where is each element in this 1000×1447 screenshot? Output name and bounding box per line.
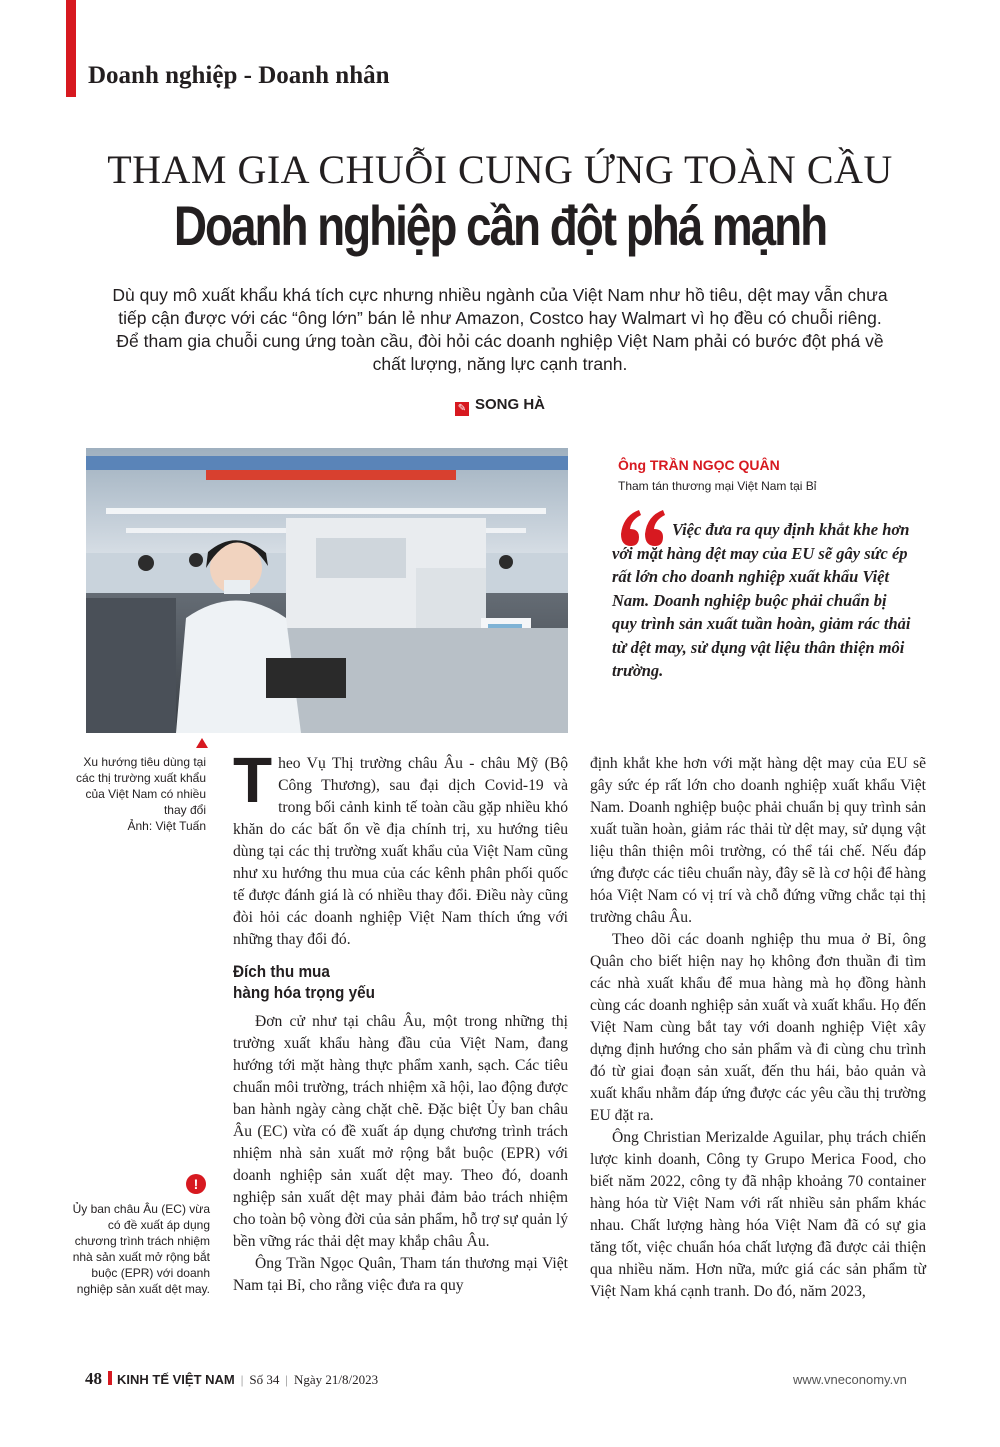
subheading-line: hàng hóa trọng yếu [233, 983, 375, 1002]
magazine-name: KINH TẾ VIỆT NAM [117, 1372, 235, 1387]
article-lead [110, 284, 890, 376]
body-paragraph-text: heo Vụ Thị trường châu Âu - châu Mỹ (Bộ Công Thương), sau đại dịch Covid-19 và trong bối cảnh kinh tế toàn cầu gặp nhiều khó khăn do các bất ổn về địa chính trị, xu hướng tiêu dùng tại các thị trường xuất khẩu của Việt Nam cũng như xu hướng thu mua của các kênh phân phối quốc tế được đánh giá là có nhiều thay đổi. Điều này cũng đòi hỏi các doanh nghiệp Việt Nam thích ứng với những thay đổi đó. [233, 755, 568, 948]
section-subheading [233, 961, 535, 1003]
lead-line: chất lượng, năng lực cạnh tranh. [372, 354, 628, 374]
body-paragraph: Ông Christian Merizalde Aguilar, phụ trách chiến lược kinh doanh, Công ty Grupo Merica Food, cho biết năm 2022, công ty đã nhập khoảng 70 container hàng hóa từ Việt Nam với rất nhiều sản phẩm khác nhau. Chất lượng hàng hóa Việt Nam đã có sự gia tăng tốt, việc chuẩn hóa chất lượng đã được cải thiện qua nhiều năm. Hơn nữa, mức giá các sản phẩm từ Việt Nam khá cạnh tranh. Do đó, năm 2023, [590, 1129, 926, 1300]
pull-quote: Việc đưa ra quy định khắt khe hơn với mặt hàng dệt may của EU sẽ gây sức ép rất lớn cho doanh nghiệp xuất khẩu Việt Nam. Doanh nghiệp buộc phải chuẩn bị quy trình sản xuất tuần hoàn, giảm rác thải từ dệt may, sử dụng vật liệu thân thiện môi trường. [612, 520, 911, 680]
body-paragraph [233, 744, 568, 951]
quote-speaker-name: Ông TRẦN NGỌC QUÂN [618, 457, 780, 473]
byline [0, 396, 1000, 416]
exclamation-icon: ! [186, 1174, 206, 1194]
lead-line: tiếp cận được với các “ông lớn” bán lẻ như Amazon, Costco hay Walmart vì họ đều có chuỗi riêng. [118, 308, 882, 328]
photo-caption [66, 754, 206, 834]
body-paragraph: Đơn cử như tại châu Âu, một trong những thị trường xuất khẩu hàng đầu của Việt Nam, đang hướng tới mặt hàng thực phẩm xanh, sạch. Các tiêu chuẩn môi trường, trách nhiệm xã hội, lao động được ban hành ngày càng chặt chẽ. Đặc biệt Ủy ban châu Âu (EC) vừa có đề xuất áp dụng chương trình trách nhiệm nhà sản xuất mở rộng bắt buộc (EPR) với doanh nghiệp sản xuất dệt may. Theo đó, doanh nghiệp sản xuất dệt may phải đảm bảo trách nhiệm cho toàn bộ vòng đời của sản phẩm, hỗ trợ sự quản lý bền vững rác thải dệt may khắp châu Âu. [233, 1013, 568, 1250]
footer-separator: | [285, 1372, 288, 1387]
caption-pointer-icon [196, 738, 208, 748]
byline-author: SONG HÀ [474, 396, 545, 413]
drop-cap: T [233, 744, 273, 816]
side-note: Ủy ban châu Âu (EC) vừa có đề xuất áp dụng chương trình trách nhiệm nhà sản xuất mở rộng bắt buộc (EPR) với doanh nghiệp sản xuất dệt may. [72, 1202, 210, 1296]
body-paragraph: Ông Trần Ngọc Quân, Tham tán thương mại Việt Nam tại Bỉ, cho rằng việc đưa ra quy [233, 1255, 568, 1294]
body-column-right [590, 753, 926, 1303]
author-pen-icon: ✎ [455, 402, 469, 416]
garment-factory-illustration [86, 448, 568, 733]
section-accent-bar [66, 0, 76, 97]
issue-number: Số 34 [249, 1372, 280, 1387]
issue-date: Ngày 21/8/2023 [293, 1372, 379, 1387]
page-footer [85, 1369, 378, 1389]
body-column-left [233, 744, 568, 1297]
lead-line: Dù quy mô xuất khẩu khá tích cực nhưng nhiều ngành của Việt Nam như hồ tiêu, dệt may vẫn chưa [112, 285, 888, 305]
lead-line: Để tham gia chuỗi cung ứng toàn cầu, đòi hỏi các doanh nghiệp Việt Nam phải có bước đột phá về [116, 331, 884, 351]
photo-caption-text: Xu hướng tiêu dùng tại các thị trường xuất khẩu của Việt Nam có nhiều thay đổi [76, 755, 206, 817]
website-link[interactable]: www.vneconomy.vn [793, 1372, 907, 1387]
subheading-line: Đích thu mua [233, 962, 330, 981]
body-paragraph: định khắt khe hơn với mặt hàng dệt may của EU sẽ gây sức ép rất lớn cho doanh nghiệp xuất khẩu Việt Nam. Doanh nghiệp buộc phải chuẩn bị quy trình sản xuất tuần hoàn, giảm rác thải từ dệt may, sử dụng vật liệu thân thiện môi trường, có thể tái chế. Nếu đáp ứng được các tiêu chuẩn này, đây sẽ là cơ hội để hàng hóa Việt Nam có vị trí và chỗ đứng vững chắc tại thị trường châu Âu. [590, 755, 926, 926]
section-label: Doanh nghiệp - Doanh nhân [88, 62, 390, 89]
photo-credit: Ảnh: Việt Tuấn [127, 819, 206, 833]
footer-accent-mark [108, 1371, 112, 1385]
page-number: 48 [85, 1369, 102, 1388]
article-kicker: THAM GIA CHUỖI CUNG ỨNG TOÀN CẦU [107, 147, 893, 192]
article-headline: Doanh nghiệp cần đột phá mạnh [173, 194, 827, 257]
footer-separator: | [240, 1372, 244, 1387]
body-paragraph: Theo dõi các doanh nghiệp thu mua ở Bỉ, ông Quân cho biết hiện nay họ không đơn thuần đi tìm các nhà xuất khẩu để mua hàng mà họ đồng hành cùng các doanh nghiệp sản xuất và xuất khẩu. Họ đến Việt Nam cùng bắt tay với doanh nghiệp Việt xây dựng định hướng cho sản phẩm và đi cùng chu trình đó từ giai đoạn sản xuất, đến thu hái, bảo quản và xuất khẩu nhằm đáp ứng được các yêu cầu thị trường EU đặt ra. [590, 931, 926, 1124]
quote-speaker-role: Tham tán thương mại Việt Nam tại Bỉ [618, 479, 817, 493]
factory-photo [86, 448, 568, 733]
